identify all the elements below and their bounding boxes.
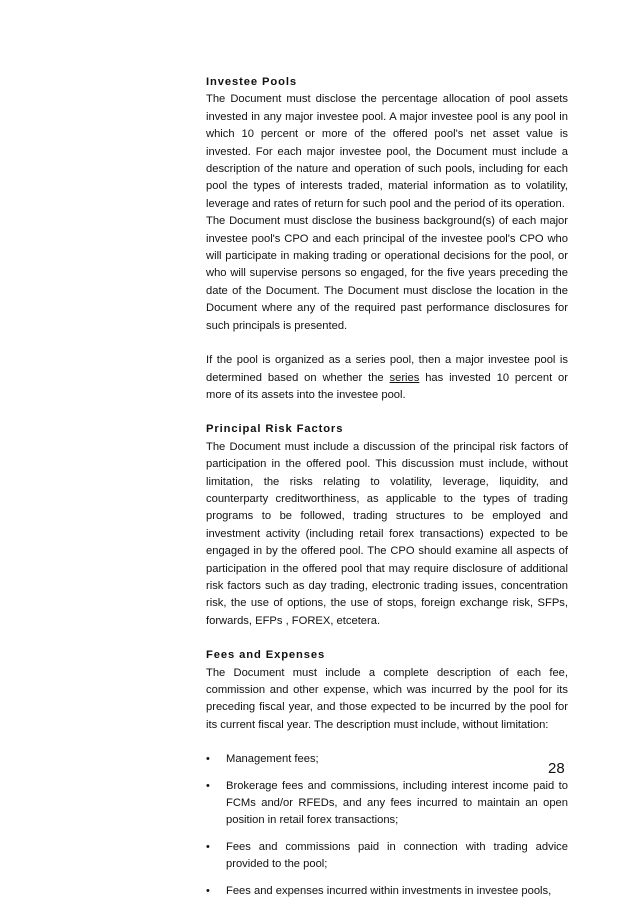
investee-pools-paragraph-2: The Document must disclose the business background(s) of each major investee pool's CPO and each principal of the investee pool's CPO who will participate in making trading or operational decisions for the pool, or who will supervise persons so engaged, for the five years preceding the date of the Document. The Document must disclose the location in the Document where any of the required past performance disclosures for such principals is presented. xyxy=(206,215,568,332)
investee-pools-paragraph-1: The Document must disclose the percentage allocation of pool assets invested in any major investee pool. A major investee pool is any pool in which 10 percent or more of the offered pool's net asset value is invested. For each major investee pool, the Document must include a description of the nature and operation of such pools, including for each pool the types of interests traded, material information as to volatility, leverage and rates of return for such pool and the period of its operation. xyxy=(206,93,568,210)
bullet-icon: • xyxy=(206,753,210,766)
section-heading-principal-risk-factors: Principal Risk Factors xyxy=(206,423,344,436)
series-underlined-term: series xyxy=(389,371,420,384)
principal-risk-factors-paragraph: The Document must include a discussion of the principal risk factors of participation in the offered pool. This discussion must include, without limitation, the risks relating to volatility, leverage, liquidity, and counterparty creditworthiness, as applicable to the types of trading programs to be followed, trading structures to be employed and investment activity (including retail forex transactions) expected to be engaged in by the offered pool. The CPO should examine all aspects of participation in the offered pool that may require disclosure of additional risk factors such as day trading, electronic trading issues, concentration risk, the use of options, the use of stops, foreign exchange risk, SFPs, forwards, EFPs , FOREX, etcetera. xyxy=(206,440,568,627)
investee-pools-paragraph-3 xyxy=(206,352,568,404)
list-item-text: Fees and commissions paid in connection with trading advice provided to the pool; xyxy=(226,840,568,871)
list-item xyxy=(206,883,568,900)
bullet-icon: • xyxy=(206,779,210,792)
list-item-text: Fees and expenses incurred within investments in investee pools, xyxy=(226,884,552,897)
list-item xyxy=(206,751,568,768)
bullet-icon: • xyxy=(206,840,210,853)
page-number: 28 xyxy=(548,760,565,777)
list-item-text: Brokerage fees and commissions, including interest income paid to FCMs and/or RFEDs, and any fees incurred to maintain an open position in retail forex transactions; xyxy=(226,779,568,827)
section-heading-investee-pools: Investee Pools xyxy=(206,76,297,88)
list-item xyxy=(206,778,568,830)
section-heading-fees-and-expenses: Fees and Expenses xyxy=(206,649,326,662)
document-body xyxy=(206,74,568,909)
fees-bullet-list xyxy=(206,751,568,900)
fees-and-expenses-paragraph: The Document must include a complete description of each fee, commission and other expense, which was incurred by the pool for its preceding fiscal year, and those expected to be incurred by the pool for its current fiscal year. The description must include, without limitation: xyxy=(206,666,568,731)
investee-pools-paragraph-3-start: If the pool is organized as a series pool, then a major investee pool is determined based on whether the xyxy=(206,354,568,384)
list-item xyxy=(206,839,568,874)
bullet-icon: • xyxy=(206,884,210,897)
investee-pools-paragraph-3-end: has invested 10 percent or more of its assets into the investee pool. xyxy=(206,371,568,401)
list-item-text: Management fees; xyxy=(226,753,319,766)
